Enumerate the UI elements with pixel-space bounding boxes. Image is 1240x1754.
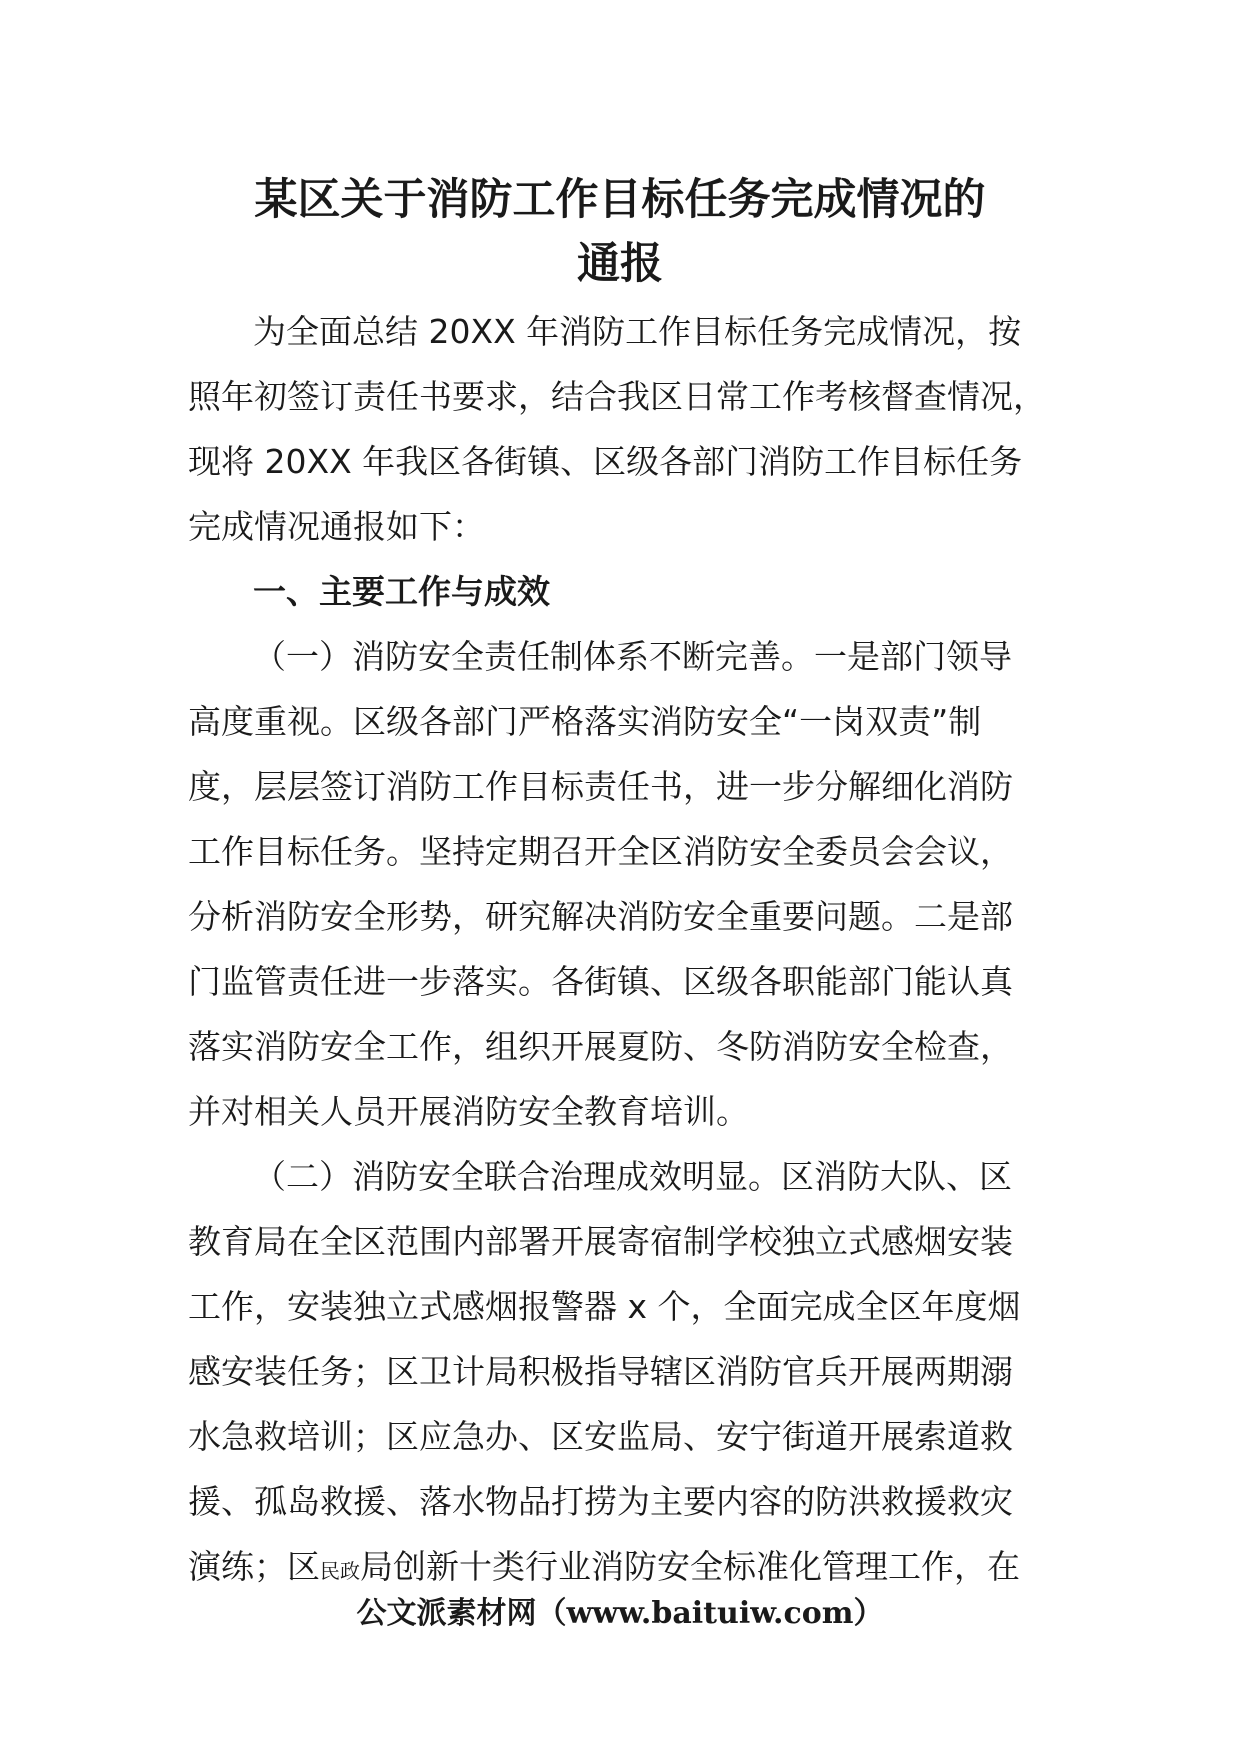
paragraph-line: （二）消防安全联合治理成效明显。区消防大队、区 bbox=[253, 1157, 1012, 1196]
paragraph-line: 感安装任务；区卫计局积极指导辖区消防官兵开展两期溺 bbox=[188, 1352, 1013, 1391]
document-body bbox=[188, 299, 1060, 1599]
document-title-line-2: 通报 bbox=[577, 239, 663, 289]
paragraph-line: 落实消防安全工作，组织开展夏防、冬防消防安全检查， bbox=[188, 1027, 1013, 1066]
section-heading: 一、主要工作与成效 bbox=[253, 572, 550, 611]
paragraph-line: 教育局在全区范围内部署开展寄宿制学校独立式感烟安装 bbox=[188, 1222, 1013, 1261]
paragraph-line: 为全面总结 20XX 年消防工作目标任务完成情况，按 bbox=[253, 312, 1022, 351]
paragraph-text: 局创新十类行业消防安全标准化管理工作，在 bbox=[360, 1547, 1020, 1586]
paragraph-line: 分析消防安全形势，研究解决消防安全重要问题。二是部 bbox=[188, 897, 1013, 936]
paragraph-line: 水急救培训；区应急办、区安监局、安宁街道开展索道救 bbox=[188, 1417, 1013, 1456]
paragraph-line: （一）消防安全责任制体系不断完善。一是部门领导 bbox=[253, 637, 1012, 676]
paragraph-line: 高度重视。区级各部门严格落实消防安全“一岗双责”制 bbox=[188, 702, 982, 741]
paragraph-text: 演练；区 bbox=[188, 1547, 320, 1586]
paragraph-line: 并对相关人员开展消防安全教育培训。 bbox=[188, 1092, 749, 1131]
paragraph-line: 工作，安装独立式感烟报警器 x 个，全面完成全区年度烟 bbox=[188, 1287, 1021, 1326]
document-title-line-1: 某区关于消防工作目标任务完成情况的 bbox=[254, 175, 986, 225]
paragraph-line: 度，层层签订消防工作目标责任书，进一步分解细化消防 bbox=[188, 767, 1013, 806]
footer-watermark: 公文派素材网（www.baituiw.com） bbox=[356, 1596, 884, 1631]
paragraph-line: 门监管责任进一步落实。各街镇、区级各职能部门能认真 bbox=[188, 962, 1013, 1001]
paragraph-line: 工作目标任务。坚持定期召开全区消防安全委员会会议， bbox=[188, 832, 1013, 871]
paragraph-line: 照年初签订责任书要求，结合我区日常工作考核督查情况， bbox=[188, 377, 1046, 416]
paragraph-line: 现将 20XX 年我区各街镇、区级各部门消防工作目标任务 bbox=[188, 442, 1023, 481]
paragraph-line: 完成情况通报如下： bbox=[188, 507, 485, 546]
paragraph-line: 援、孤岛救援、落水物品打捞为主要内容的防洪救援救灾 bbox=[188, 1482, 1013, 1521]
small-inline-text: 民政 bbox=[320, 1559, 360, 1583]
